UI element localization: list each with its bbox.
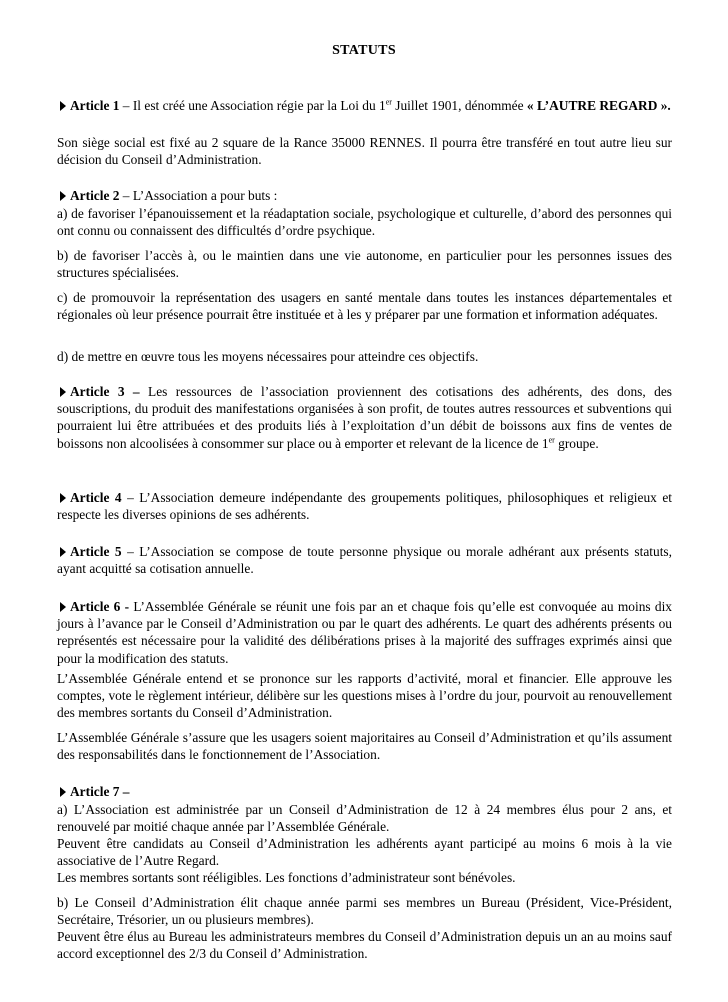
bullet-arrow-icon xyxy=(60,191,66,201)
bullet-arrow-icon xyxy=(60,787,66,797)
article-6 xyxy=(57,598,672,667)
article-6-paragraph-3: L’Assemblée Générale s’assure que les usagers soient majoritaires au Conseil d’Administration et qu’ils assument des responsabilités dans le fonctionnement de l’Association. xyxy=(57,730,672,763)
article-2-goal-b: b) de favoriser l’accès à, ou le maintien dans une vie autonome, en particulier pour les personnes issues des structures spécialisées. xyxy=(57,248,672,281)
article-6-text: L’Assemblée Générale se réunit une fois par an et chaque fois qu’elle est convoquée au moins dix jours à l’avance par le Conseil d’Administration ou par le quart des adhérents. Le quart des adhérents présents ou représentés est nécessaire pour la validité des délibérations prises à la majorité des suffrages exprimés ainsi que pour la modification des statuts. xyxy=(57,599,672,666)
article-7-a-1: a) L’Association est administrée par un Conseil d’Administration de 12 à 24 membres élus pour 2 ans, et renouvelé par moitié chaque année par l’Assemblée Générale. xyxy=(57,802,672,835)
article-5 xyxy=(57,543,672,577)
bullet-arrow-icon xyxy=(60,602,66,612)
article-2-label: Article 2 xyxy=(70,188,120,203)
article-2-goal-a: a) de favoriser l’épanouissement et la réadaptation sociale, psychologique et culturelle, d’abord des personnes qui ont connu ou connaissent des difficultés d’ordre psychique. xyxy=(57,206,672,239)
article-1-sup: er xyxy=(385,97,392,107)
bullet-arrow-icon xyxy=(60,493,66,503)
article-1 xyxy=(57,97,672,114)
article-1-seat: Son siège social est fixé au 2 square de la Rance 35000 RENNES. Il pourra être transféré en tout autre lieu sur décision du Conseil d’Administration. xyxy=(57,135,672,168)
bullet-arrow-icon xyxy=(60,101,66,111)
article-2 xyxy=(57,187,672,204)
article-1-label: Article 1 xyxy=(70,98,120,113)
article-3-label: Article 3 – xyxy=(70,384,140,399)
article-4-text: – L’Association demeure indépendante des groupements politiques, philosophiques et religieux et respecte les diverses opinions de ses adhérents. xyxy=(57,490,672,523)
article-7-a-2: Peuvent être candidats au Conseil d’Administration les adhérents ayant participé au moins 6 mois à la vie associative de l’Autre Regard. xyxy=(57,836,672,869)
article-6-paragraph-2: L’Assemblée Générale entend et se prononce sur les rapports d’activité, moral et financier. Elle approuve les comptes, vote le règlement intérieur, délibère sur les questions mises à l’ordre du jour, pourvoit au renouvellement des membres sortants du Conseil d’Administration. xyxy=(57,671,672,721)
article-2-intro: – L’Association a pour buts : xyxy=(119,188,278,203)
article-4 xyxy=(57,489,672,523)
article-2-goal-d: d) de mettre en œuvre tous les moyens nécessaires pour atteindre ces objectifs. xyxy=(57,349,479,364)
article-7-b-1: b) Le Conseil d’Administration élit chaque année parmi ses membres un Bureau (Président, Vice-Président, Secrétaire, Trésorier, un ou plusieurs membres). xyxy=(57,895,672,928)
article-5-text: – L’Association se compose de toute personne physique ou morale adhérant aux présents statuts, ayant acquitté sa cotisation annuelle. xyxy=(57,544,672,577)
document-title: STATUTS xyxy=(332,43,396,58)
association-name: « L’AUTRE REGARD ». xyxy=(526,98,671,113)
article-3-sup: er xyxy=(548,435,555,445)
article-3-text: Les ressources de l’association proviennent des cotisations des adhérents, des dons, des souscriptions, du produit des manifestations organisées à son profit, de toutes autres ressources et subventions qui pourraient lui être attribuées et des produits liés à l’exploitation d’un débit de boissons aux fins de ventes de boissons non alcoolisées à consommer sur place ou à emporter et relevant de la licence de 1 xyxy=(57,384,672,451)
article-4-label: Article 4 xyxy=(70,490,122,505)
article-3-text2: groupe. xyxy=(554,435,599,451)
article-1-text2: Juillet 1901, dénommée xyxy=(391,98,527,113)
article-7 xyxy=(57,783,672,800)
article-3 xyxy=(57,383,672,452)
article-6-label: Article 6 - xyxy=(70,599,130,614)
article-1-text: – Il est créé une Association régie par la Loi du 1 xyxy=(119,98,386,113)
article-7-b-2: Peuvent être élus au Bureau les administrateurs membres du Conseil d’Administration depuis un an au moins sauf accord exceptionnel des 2/3 du Conseil d’ Administration. xyxy=(57,929,672,962)
bullet-arrow-icon xyxy=(60,547,66,557)
bullet-arrow-icon xyxy=(60,387,66,397)
article-7-label: Article 7 – xyxy=(70,784,130,799)
article-7-a-3: Les membres sortants sont rééligibles. Les fonctions d’administrateur sont bénévoles. xyxy=(57,870,516,885)
article-2-goal-c: c) de promouvoir la représentation des usagers en santé mentale dans toutes les instances départementales et régionales où leur présence pourrait être instituée et à les y préparer par une formation et information adéquates. xyxy=(57,290,672,323)
article-5-label: Article 5 xyxy=(70,544,122,559)
